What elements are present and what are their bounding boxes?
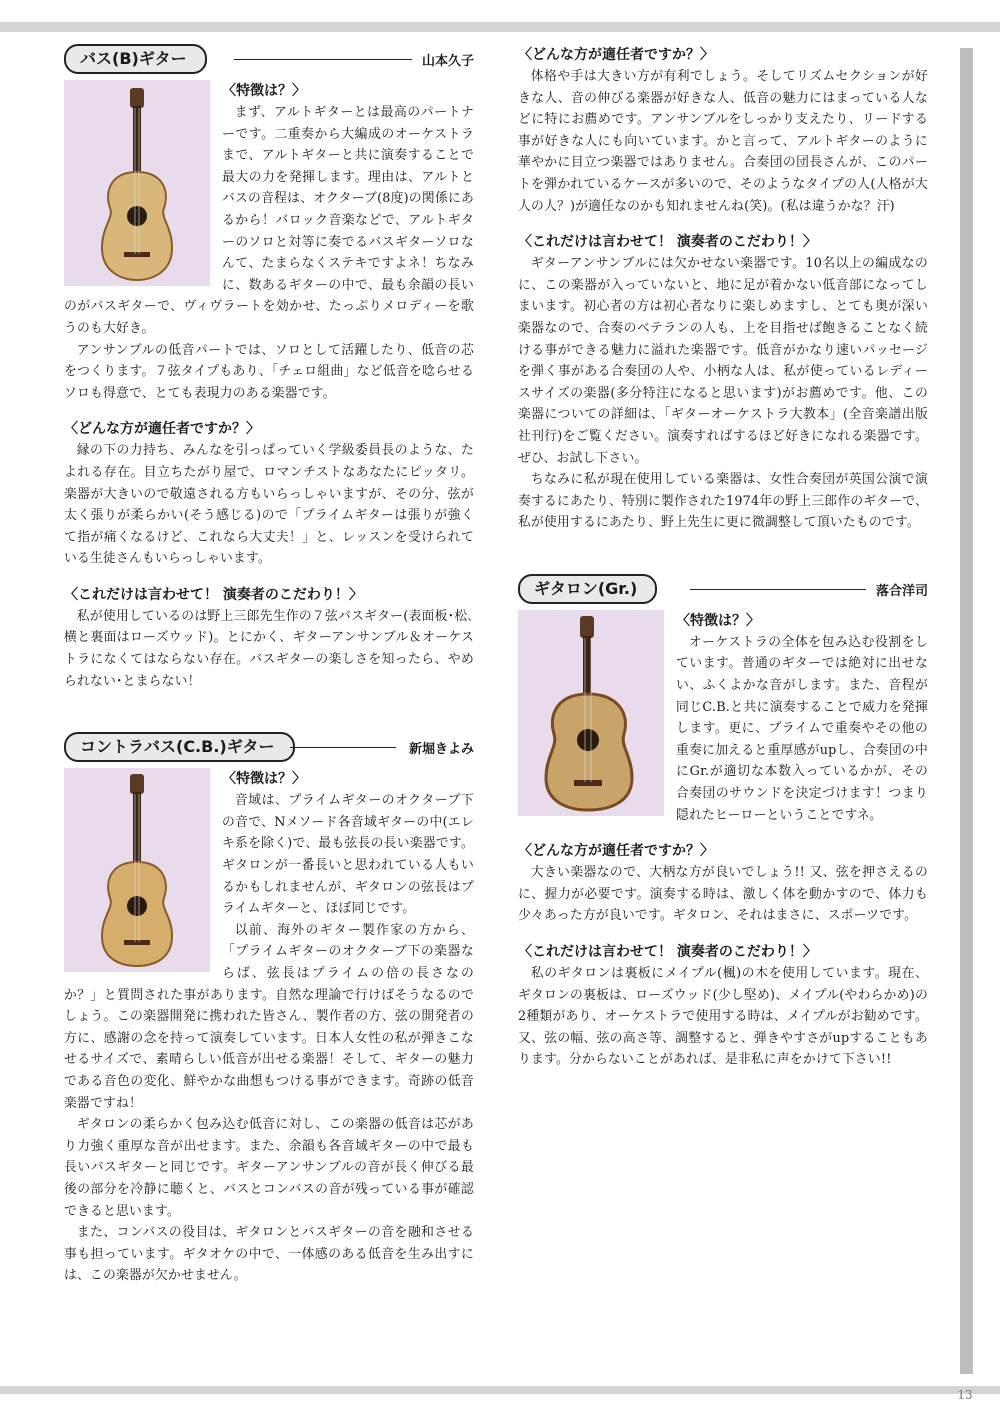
header-rule <box>290 747 396 748</box>
contrabass-feature-text-4: また、コンバスの役目は、ギタロンとバスギターの音を融和させる事も担っています。ギタオケの中で、一体感のある低音を生み出すには、この楽器が欠かせません。 <box>64 1225 474 1284</box>
contrabass-feature-heading: 〈特徴は？〉 <box>222 771 306 788</box>
author-guitarron: 落合洋司 <box>875 583 928 599</box>
bass-player-text-2: ギターアンサンブルには欠かせない楽器です。10名以上の編成なのに、この楽器が入っていないと、地に足が着かない低音部になってしまいます。初心者の方は初心者なりに楽しめますし、とても奥が深い楽器なので、合奏のベテランの人も、上を目指せば飽きることなく続ける事ができる魅力に溢れた楽器です。低音がかなり速いパッセージを弾く事がある合奏団の人や、小柄な人は、私が使っているレディースサイズの楽器(多分特注になると思います)がお薦めです。他、この楽器についての詳細は、「ギターオーケストラ大教本」(全音楽譜出版社刊行)をご覧ください。演奏すればするほど好きになれる楽器です。ぜひ、お試し下さい。 <box>518 256 928 466</box>
bass-guitar-photo <box>64 80 210 286</box>
section-title-bass: バス(B)ギター <box>64 44 207 74</box>
right-column <box>518 44 928 1071</box>
guitarron-player-text: 私のギタロンは裏板にメイプル(楓)の木を使用しています。現在、ギタロンの裏板は、ローズウッド(少し堅め)、メイプル(やわらかめ)の2種類があり、オーケストラで使用する時は、メイプルがお勧めです。又、弦の幅、弦の高さ等、調整すると、弾きやすさがupすることもあります。分からないことがあれば、是非私に声をかけて下さい!! <box>518 966 928 1068</box>
guitarron-suitable-text: 大きい楽器なので、大柄な方が良いでしょう!! 又、弦を押さえるのに、握力が必要です。演奏する時は、激しく体を動かすので、体力も少々あった方が良いです。ギタロン、それはまさに、スポーツです。 <box>518 865 928 924</box>
section-header-guitarron <box>518 574 928 604</box>
bass-player-heading-2: 〈これだけは言わせて！ 演奏者のこだわり！〉 <box>518 234 817 251</box>
guitarron-feature-text: オーケストラの全体を包み込む役割をしています。普通のギターでは絶対に出せない、ふくよかな音がします。また、音程が同じC.B.と共に演奏することで威力を発揮します。更に、プライムで重奏やその他の重奏に加えると重厚感がupし、合奏団の中にGr.が適切な本数入っているかが、その合奏団のサウンドを決定づけます！つまり隠れたヒーローということですネ。 <box>676 634 928 823</box>
section-title-contrabass: コントラバス(C.B.)ギター <box>64 732 295 762</box>
page-number: 13 <box>957 1388 973 1402</box>
bass-player-heading: 〈これだけは言わせて！ 演奏者のこだわり！〉 <box>64 586 363 603</box>
right-margin-bar <box>960 48 973 1374</box>
guitarron-player-heading: 〈これだけは言わせて！ 演奏者のこだわり！〉 <box>518 944 817 960</box>
author-bass: 山本久子 <box>421 54 474 69</box>
top-border <box>0 22 1000 32</box>
section-title-guitarron: ギタロン(Gr.) <box>518 574 657 604</box>
bottom-border <box>0 1386 1000 1394</box>
bass-feature-text-2: アンサンブルの低音パートでは、ソロとして活躍したり、低音の芯をつくります。７弦タイプもあり、「チェロ組曲」など低音を唸らせるソロも得意で、とても表現力のある楽器です。 <box>64 342 474 401</box>
guitarron-suitable-heading: 〈どんな方が適任者ですか？〉 <box>518 843 714 860</box>
contrabass-guitar-photo <box>64 768 210 972</box>
section-header-contrabass <box>64 732 474 762</box>
bass-player-text-3: ちなみに私が現在使用している楽器は、女性合奏団が英国公演で演奏するにあたり、特別に製作された1974年の野上三郎作のギターで、私が使用するにあたり、野上先生に更に微調整して頂いたものです。 <box>518 472 928 531</box>
bass-suitable-text-2: 体格や手は大きい方が有利でしょう。そしてリズムセクションが好きな人、音の伸びる楽器が好きな人、低音の魅力にはまっている人などに特にお薦めです。アンサンブルをしっかり支えたり、リードする事が好きな人にも向いています。かと言って、アルトギターのように華やかに目立つ楽器ではありません。合奏団の団長さんが、このパートを弾かれているケースが多いので、そのようなタイプの人(人格が大人の人？)が適任なのかも知れませんね(笑)。(私は違うかな？汗) <box>518 69 928 214</box>
guitarron-feature-heading: 〈特徴は？〉 <box>676 612 760 629</box>
bass-feature-text: まず、アルトギターとは最高のパートナーです。二重奏から大編成のオーケストラまで、アルトギターと共に演奏することで最大の力を発揮します。理由は、アルトとバスの音程は、オクターブ(8度)の関係にあるから！バロック音楽などで、アルトギターのソロと対等に奏でるバスギターソロなんて、たまらなくステキですよネ！ちなみに、数あるギターの中で、最も余韻の長いのがバスギターで、ヴィヴラートを効かせ、たっぷりメロディーを歌うのも大好き。 <box>64 105 474 336</box>
contrabass-feature-text: 音域は、プライムギターのオクターブ下の音で、Nメソード各音域ギターの中(エレキ系を除く)で、最も弦長の長い楽器です。ギタロンが一番長いと思われている人もいるかもしれませんが、ギタロンの弦長はプライムギターと、ほぼ同じです。 <box>222 793 474 917</box>
bass-suitable-heading-2: 〈どんな方が適任者ですか？〉 <box>518 47 714 63</box>
contrabass-feature-text-2: 以前、海外のギター製作家の方から、「プライムギターのオクターブ下の楽器ならば、弦長はプライムの倍の長さなのか？」と質問された事があります。自然な理論で行けばそうなるのでしょう。この楽器開発に携われた皆さん、製作者の方、弦の開発者の方に、感謝の念を持って演奏しています。日本人女性の私が弾きこなせるサイズで、素晴らしい低音が出せる楽器！そして、ギターの魅力である音色の変化、鮮やかな曲想もつける事ができます。奇跡の低音楽器ですね！ <box>64 922 474 1111</box>
author-contrabass: 新堀きよみ <box>408 742 474 758</box>
bass-suitable-heading: 〈どんな方が適任者ですか？〉 <box>64 421 260 438</box>
guitarron-photo <box>518 610 664 816</box>
left-column <box>64 44 474 1287</box>
bass-suitable-text: 縁の下の力持ち、みんなを引っぱっていく学級委員長のような、たよれる存在。目立ちたがり屋で、ロマンチストなあなたにピッタリ。楽器が大きいので敬遠される方もいらっしゃいますが、その分、弦が太く張りが柔らかい(そう感じる)ので「プライムギターは張りが強くて指が痛くなるけど、これなら大丈夫！」と、レッスンを受けられている生徒さんもいらっしゃいます。 <box>64 443 474 567</box>
header-rule <box>690 589 866 590</box>
bass-player-text: 私が使用しているのは野上三郎先生作の７弦バスギター(表面板･松､横と裏面はローズウッド)。とにかく、ギターアンサンブル＆オーケストラになくてはならない存在。バスギターの楽しさを知ったら、やめられない･とまらない！ <box>64 608 474 689</box>
header-rule <box>234 59 412 60</box>
bass-feature-heading: 〈特徴は？〉 <box>222 83 306 99</box>
section-header-bass <box>64 44 474 74</box>
contrabass-feature-text-3: ギタロンの柔らかく包み込む低音に対し、この楽器の低音は芯があり力強く重厚な音が出せます。また、余韻も各音域ギターの中で最も長いバスギターと同じです。ギターアンサンブルの音が長く伸びる最後の部分を冷静に聴くと、バスとコンバスの音が残っている事が確認できると思います。 <box>64 1117 474 1219</box>
